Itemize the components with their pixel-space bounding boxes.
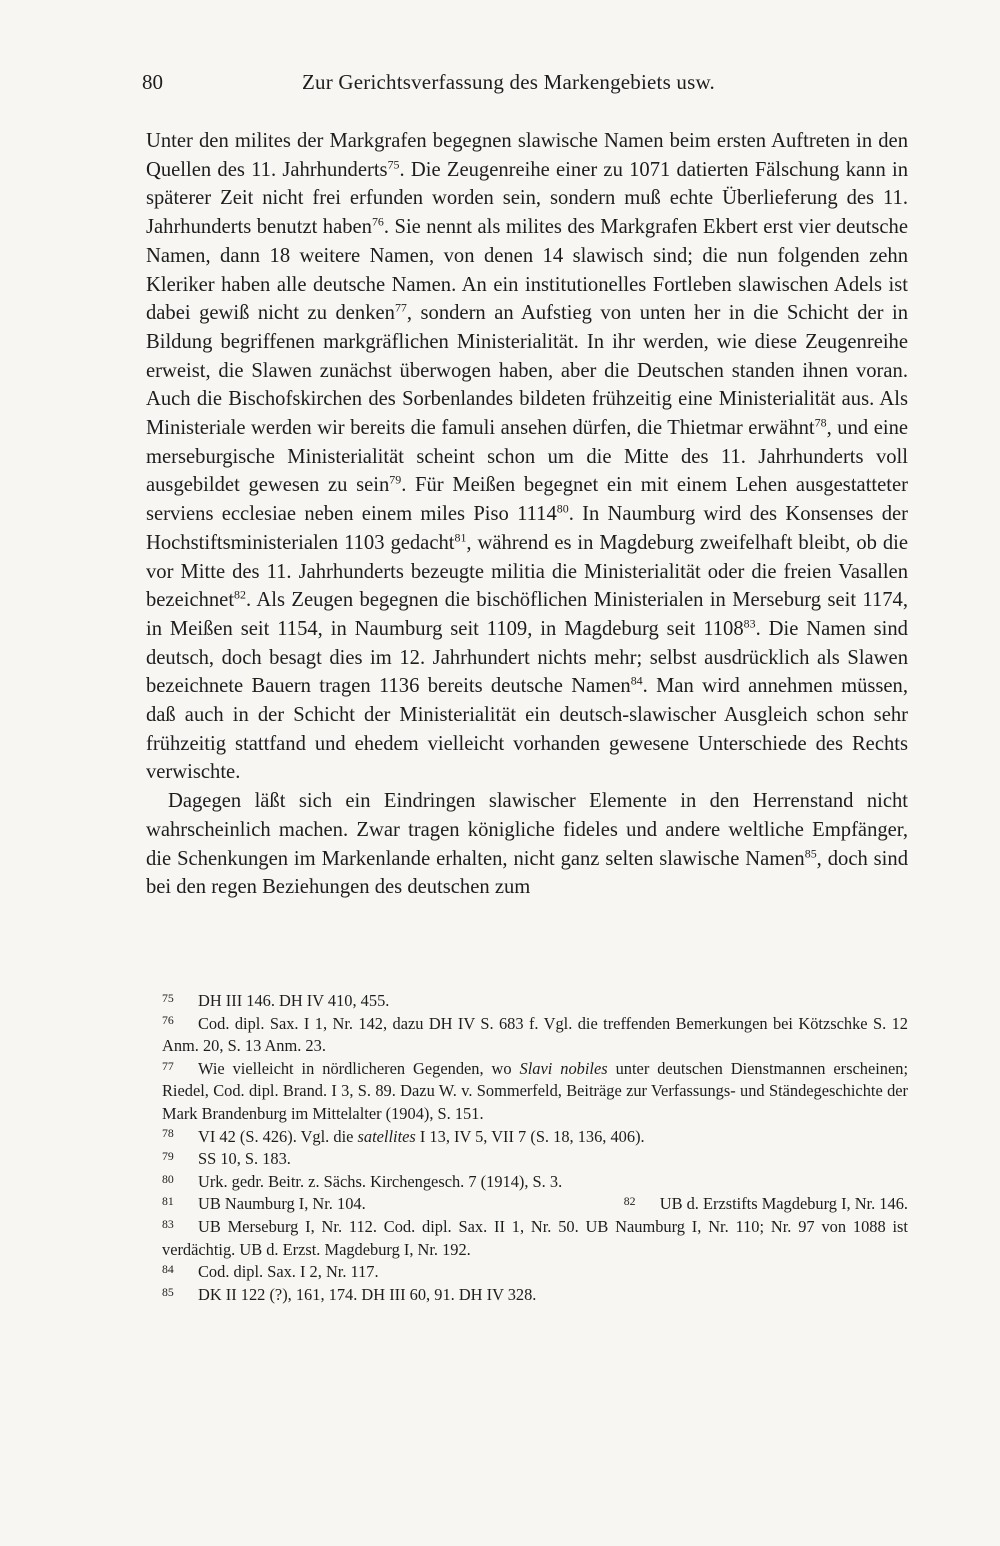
footnote: 76 Cod. dipl. Sax. I 1, Nr. 142, dazu DH IV S. 683 f. Vgl. die treffenden Bemerkungen bei Kötzschke S. 12 Anm. 20, S. 13 Anm. 23. [162,1013,908,1056]
footnote: 81 UB Naumburg I, Nr. 104. [162,1194,366,1214]
footnote-reference: 81 [454,530,467,545]
footnote: 82 UB d. Erzstifts Magdeburg I, Nr. 146. [623,1194,908,1214]
text-run: UB d. Erzstifts Magdeburg I, Nr. 146. [659,1194,908,1214]
footnote-pair [162,1193,908,1216]
footnote-reference: 75 [387,157,400,172]
footnote-reference: 85 [804,846,817,861]
running-title: Zur Gerichtsverfassung des Markengebiets usw. [302,70,715,94]
paragraph [146,787,908,902]
italic-text: satellites [357,1126,416,1146]
text-run: SS 10, S. 183. [198,1149,291,1169]
footnote: 79 SS 10, S. 183. [162,1149,291,1169]
footnote-reference: 77 [394,300,407,315]
text-run: . Für Meißen begegnet ein mit einem Lehen ausgestatteter serviens ecclesiae neben einem miles Piso 1114 [146,474,908,526]
text-run: Dagegen läßt sich ein Eindringen slawischer Elemente in den Herrenstand nicht wahrscheinlich machen. Zwar tragen königliche fideles und andere weltliche Empfänger, die Schenkungen im Markenlande erhalten, nicht ganz selten slawische Namen [146,790,908,870]
footnote: 80 Urk. gedr. Beitr. z. Sächs. Kirchengesch. 7 (1914), S. 3. [162,1171,563,1191]
footnote-reference: 80 [556,501,569,516]
page-number: 80 [142,70,163,94]
footnote: 78 VI 42 (S. 426). Vgl. die satellites I 13, IV 5, VII 7 (S. 18, 136, 406). [162,1126,645,1146]
text-run: unter deutschen Dienstmannen erscheinen; Riedel, Cod. dipl. Brand. I 3, S. 89. Dazu W. v. Sommerfeld, Beiträge zur Verfassungs- und Ständegeschichte der Mark Brandenburg im Mittelalter (1904), S. 151. [162,1058,909,1123]
text-run: . Die Namen sind deutsch, doch besagt dies im 12. Jahrhundert nichts mehr; selbst ausdrücklich als Slawen bezeichnete Bauern tragen 1136 bereits deutsche Namen [146,617,908,698]
text-run: Cod. dipl. Sax. I 2, Nr. 117. [198,1262,379,1282]
main-text [146,127,908,902]
text-run: . Die Zeugenreihe einer zu 1071 datierten Fälschung kann in späterer Zeit nicht frei erfunden worden sein, sondern muß echte Überlieferung des 11. Jahrhunderts benutzt haben [146,158,909,239]
paragraph [146,127,908,787]
footnote-reference: 76 [371,214,384,229]
footnote: 75 DH III 146. DH IV 410, 455. [162,990,390,1010]
footnote: 77 Wie vielleicht in nördlicheren Gegenden, wo Slavi nobiles unter deutschen Dienstmannen erscheinen; Riedel, Cod. dipl. Brand. I 3, S. 89. Dazu W. v. Sommerfeld, Beiträge zur Verfassungs- und Ständegeschichte der Mark Brandenburg im Mittelalter (1904), S. 151. [162,1058,909,1123]
text-run: , während es in Magdeburg zweifelhaft bleibt, ob die vor Mitte des 11. Jahrhunderts bezeugte militia die Ministerialität oder die freien Vasallen bezeichnet [146,531,908,612]
footnote-reference: 82 [234,587,246,602]
text-run: Wie vielleicht in nördlicheren Gegenden, wo [198,1058,520,1078]
footnote-reference: 83 [743,616,756,631]
footnotes [162,990,908,1306]
text-run: , und eine merseburgische Ministerialität scheint schon um die Mitte des 11. Jahrhunderts voll ausgebildet gewesen zu sein [146,417,909,497]
italic-text: Slavi nobiles [519,1058,608,1078]
text-run: Urk. gedr. Beitr. z. Sächs. Kirchengesch. 7 (1914), S. 3. [198,1171,563,1191]
footnote-reference: 79 [389,473,402,488]
text-run: I 13, IV 5, VII 7 (S. 18, 136, 406). [415,1126,645,1146]
text-run: . Sie nennt als milites des Markgrafen Ekbert erst vier deutsche Namen, dann 18 weitere Namen, von denen 14 slawisch sind; die nun folgenden zehn Kleriker haben alle deutsche Namen. An ein institutionelles Fortleben slawischen Adels ist dabei gewiß nicht zu denken [146,216,908,325]
running-header [142,70,908,100]
footnote-reference: 78 [814,415,827,430]
text-run: , sondern an Aufstieg von unten her in die Schicht der in Bildung begriffenen markgräflichen Ministerialität. In ihr werden, wie diese Zeugenreihe erweist, die Slawen zunächst überwogen haben, aber die Deutschen standen ihnen voran. Auch die Bischofskirchen des Sorbenlandes bildeten frühzeitig eine Ministerialität aus. Als Ministeriale werden wir bereits die famuli ansehen dürfen, die Thietmar erwähnt [146,302,908,440]
text-run: Cod. dipl. Sax. I 1, Nr. 142, dazu DH IV S. 683 f. Vgl. die treffenden Bemerkungen bei Kötzschke S. 12 Anm. 20, S. 13 Anm. 23. [162,1013,908,1056]
footnote: 83 UB Merseburg I, Nr. 112. Cod. dipl. Sax. II 1, Nr. 50. UB Naumburg I, Nr. 110; Nr. 97 von 1088 ist verdächtig. UB d. Erzst. Magdeburg I, Nr. 192. [162,1216,908,1259]
text-run: . Man wird annehmen müssen, daß auch in der Schicht der Ministerialität ein deutsch-slawischer Ausgleich schon sehr frühzeitig stattfand und ehedem vielleicht vorhanden gewesene Unterschiede des Rechts verwischte. [146,675,908,784]
footnote-reference: 84 [630,673,643,688]
text-run: VI 42 (S. 426). Vgl. die [198,1126,358,1146]
footnote: 85 DK II 122 (?), 161, 174. DH III 60, 91. DH IV 328. [162,1284,537,1304]
text-run: , doch sind bei den regen Beziehungen des deutschen zum [146,847,908,899]
text-run: UB Naumburg I, Nr. 104. [198,1194,366,1214]
text-run: DK II 122 (?), 161, 174. DH III 60, 91. DH IV 328. [198,1284,537,1304]
footnote: 84 Cod. dipl. Sax. I 2, Nr. 117. [162,1262,379,1282]
text-run: . In Naumburg wird des Konsenses der Hochstiftsministerialen 1103 gedacht [146,503,908,554]
text-run: . Als Zeugen begegnen die bischöflichen Ministerialen in Merseburg seit 1174, in Meißen seit 1154, in Naumburg seit 1109, in Magdeburg seit 1108 [146,589,908,640]
book-page [142,70,909,902]
text-run: Unter den milites der Markgrafen begegnen slawische Namen beim ersten Auftreten in den Quellen des 11. Jahrhunderts [146,130,908,181]
text-run: DH III 146. DH IV 410, 455. [198,991,390,1010]
text-run: UB Merseburg I, Nr. 112. Cod. dipl. Sax. II 1, Nr. 50. UB Naumburg I, Nr. 110; Nr. 97 von 1088 ist verdächtig. UB d. Erzst. Magdeburg I, Nr. 192. [162,1216,908,1259]
